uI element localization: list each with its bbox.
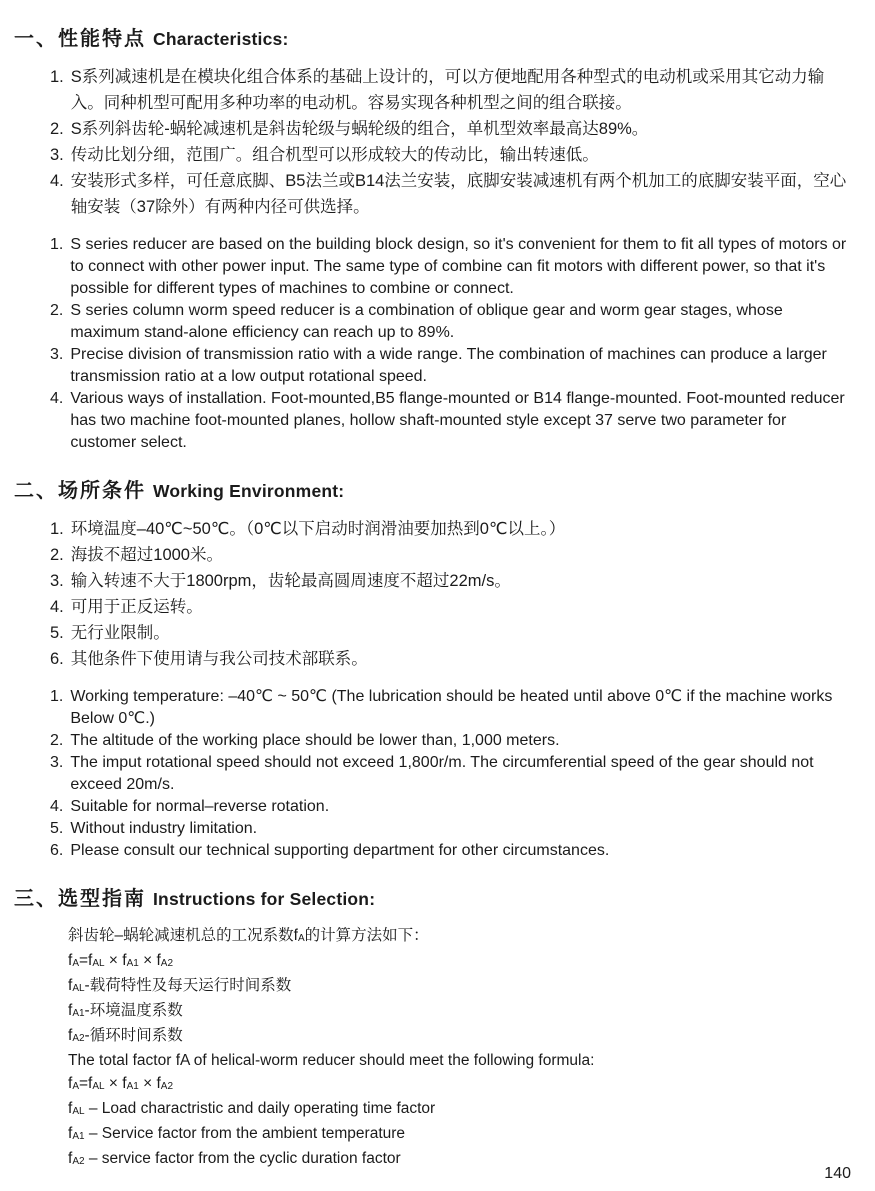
list-item-text: Precise division of transmission ratio with a wide range. The combination of machines can produce a larger transmission ratio at a low output rotational speed. [70, 346, 827, 385]
formula-equation: $f_A=f_{AL} \times f_{A1} \times f_{A2}$ [68, 1075, 174, 1092]
list-item [50, 168, 851, 220]
formula-intro-en: The total factor fA of helical-worm reducer should meet the following formula: [68, 1052, 595, 1069]
list-item-text: 环境温度–40℃~50℃。（0℃以下启动时润滑油要加热到0℃以上。） [70, 520, 566, 538]
section-heading-selection [14, 882, 855, 911]
formula-definition: $f_{AL}$ – Load charactristic and daily operating time factor [68, 1100, 436, 1117]
list-item-text: Working temperature: –40℃ ~ 50℃ (The lubrication should be heated until above 0℃ if the machine works Below 0℃.) [70, 688, 833, 727]
list-item [50, 300, 851, 344]
list-item [50, 142, 851, 168]
formula-definition: $f_{AL}-$载荷特性及每天运行时间系数 [68, 977, 292, 994]
section-heading-zh: 三、选型指南 [14, 888, 146, 910]
list-item-text: 安装形式多样，可任意底脚、B5法兰或B14法兰安装，底脚安装减速机有两个机加工的底脚安装平面，空心轴安装（37除外）有两种内径可供选择。 [70, 172, 847, 216]
list-item-number: 1. [50, 68, 64, 86]
list-item-text: 无行业限制。 [70, 624, 170, 642]
list-item-number: 5. [50, 820, 64, 837]
section-heading-zh: 一、性能特点 [14, 28, 146, 50]
list-item-number: 3. [50, 572, 64, 590]
list-item-text: Suitable for normal–reverse rotation. [70, 798, 330, 815]
formula-definition: $f_{A2}-$循环时间系数 [68, 1027, 183, 1044]
list-item [50, 620, 851, 646]
list-item-number: 4. [50, 798, 64, 815]
list-item-number: 2. [50, 302, 64, 319]
formula-definition: $f_{A1}-$环境温度系数 [68, 1002, 183, 1019]
list-item-number: 6. [50, 650, 64, 668]
list-item [50, 568, 851, 594]
list-item-number: 1. [50, 688, 64, 705]
list-item-number: 5. [50, 624, 64, 642]
list-item-number: 4. [50, 172, 64, 190]
formula-intro-zh: 斜齿轮–蜗轮减速机总的工况系数$f_A$的计算方法如下： [68, 927, 429, 944]
list-item-number: 2. [50, 732, 64, 749]
list-item-text: S series reducer are based on the building block design, so it's convenient for them to fit all types of motors or to connect with other power input. The same type of combine can fit motors with different power, so that it's possible for different types of machines to combine or connect. [70, 236, 847, 297]
section-characteristics [14, 22, 855, 454]
list-item-text: 海拔不超过1000米。 [70, 546, 223, 564]
list-item-text: S series column worm speed reducer is a combination of oblique gear and worm gear stages, whose maximum stand-alone efficiency can reach up to 89%. [70, 302, 783, 341]
section-heading-working-environment [14, 474, 855, 503]
characteristics-list-en [50, 234, 851, 454]
list-item-text: The imput rotational speed should not exceed 1,800r/m. The circumferential speed of the gear should not exceed 20m/s. [70, 754, 814, 793]
list-item [50, 796, 851, 818]
list-item-text: The altitude of the working place should be lower than, 1,000 meters. [70, 732, 560, 749]
list-item-number: 2. [50, 120, 64, 138]
list-item [50, 752, 851, 796]
list-item [50, 234, 851, 300]
list-item [50, 64, 851, 116]
working-environment-list-en [50, 686, 851, 862]
section-heading-characteristics [14, 22, 855, 51]
section-selection [14, 882, 855, 1172]
list-item-number: 4. [50, 390, 64, 407]
formula-definition: $f_{A2}$ – service factor from the cyclic duration factor [68, 1150, 401, 1167]
formula-definition: $f_{A1}$ – Service factor from the ambient temperature [68, 1125, 406, 1142]
list-item-text: 可用于正反运转。 [70, 598, 203, 616]
list-item-text: Please consult our technical supporting department for other circumstances. [70, 842, 610, 859]
section-heading-en: Characteristics: [153, 29, 289, 49]
list-item [50, 344, 851, 388]
page-number: 140 [824, 1165, 851, 1182]
section-heading-zh: 二、场所条件 [14, 480, 146, 502]
list-item-text: 其他条件下使用请与我公司技术部联系。 [70, 650, 368, 668]
characteristics-list-zh [50, 64, 851, 220]
section-heading-en: Working Environment: [153, 481, 345, 501]
list-item-number: 1. [50, 520, 64, 538]
selection-formula-en [68, 1049, 855, 1172]
list-item [50, 116, 851, 142]
list-item [50, 594, 851, 620]
list-item-text: S系列减速机是在模块化组合体系的基础上设计的，可以方便地配用各种型式的电动机或采用其它动力输入。同种机型可配用多种功率的电动机。容易实现各种机型之间的组合联接。 [70, 68, 825, 112]
list-item-number: 3. [50, 146, 64, 164]
list-item-text: 输入转速不大于1800rpm，齿轮最高圆周速度不超过22m/s。 [70, 572, 511, 590]
list-item-number: 6. [50, 842, 64, 859]
list-item-text: 传动比划分细，范围广。组合机型可以形成较大的传动比，输出转速低。 [70, 146, 599, 164]
list-item-number: 2. [50, 546, 64, 564]
section-heading-en: Instructions for Selection: [153, 889, 376, 909]
list-item [50, 388, 851, 454]
section-working-environment [14, 474, 855, 862]
list-item-number: 1. [50, 236, 64, 253]
selection-formula-zh [68, 924, 855, 1049]
formula-equation: $f_A=f_{AL} \times f_{A1} \times f_{A2}$ [68, 952, 174, 969]
list-item [50, 516, 851, 542]
list-item [50, 686, 851, 730]
list-item [50, 840, 851, 862]
list-item-number: 3. [50, 754, 64, 771]
list-item [50, 730, 851, 752]
working-environment-list-zh [50, 516, 851, 672]
list-item-number: 3. [50, 346, 64, 363]
list-item-text: Without industry limitation. [70, 820, 258, 837]
list-item [50, 818, 851, 840]
list-item-text: S系列斜齿轮-蜗轮减速机是斜齿轮级与蜗轮级的组合，单机型效率最高达89%。 [70, 120, 649, 138]
list-item-text: Various ways of installation. Foot-mounted,B5 flange-mounted or B14 flange-mounted. Foot-mounted reducer has two machine foot-mounted planes, hollow shaft-mounted style except 37 serve two parameter for customer select. [70, 390, 845, 451]
list-item-number: 4. [50, 598, 64, 616]
list-item [50, 542, 851, 568]
list-item [50, 646, 851, 672]
